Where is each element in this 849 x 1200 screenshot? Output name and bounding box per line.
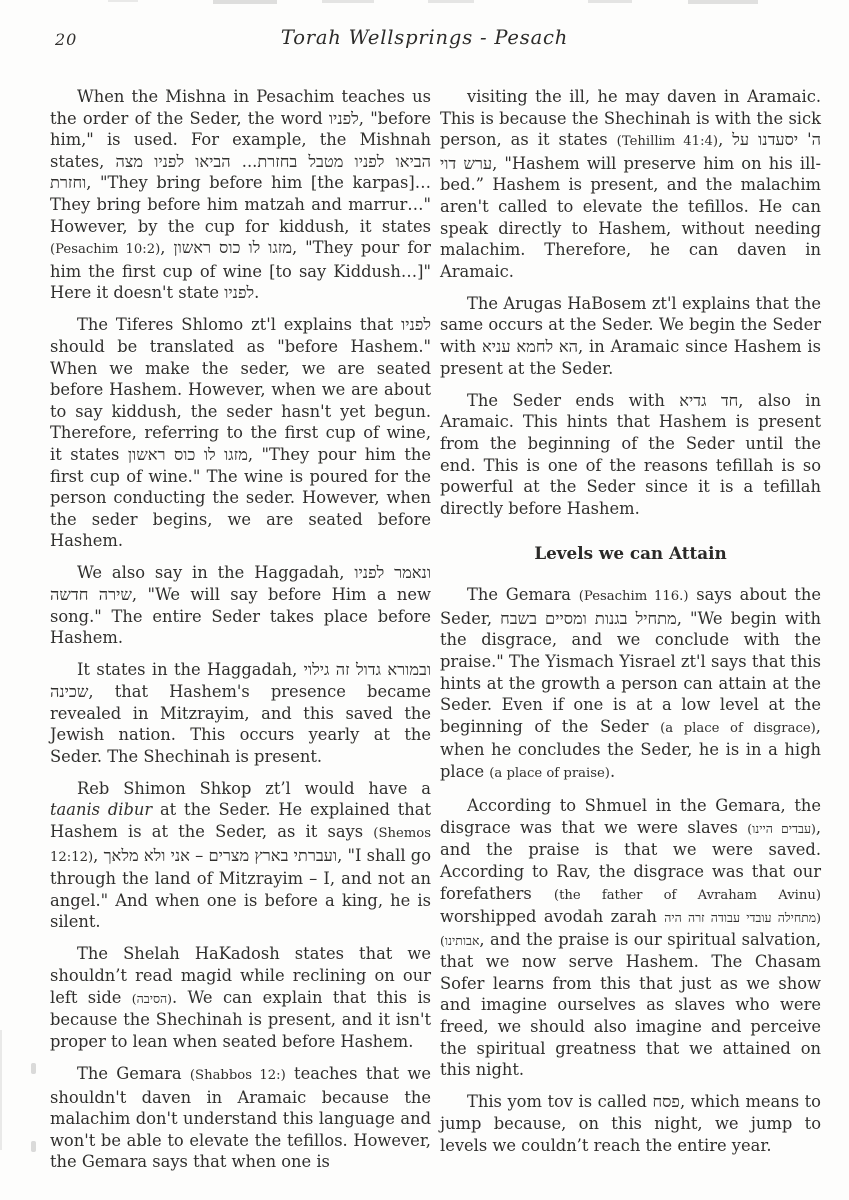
text-run: , when he concludes the Seder, he is in a high place xyxy=(440,716,821,782)
text-run: , "I shall go through the land of Mitzrayim – I, and not an angel." And when one is before a king, he is silent. xyxy=(50,845,431,932)
scan-artifact xyxy=(0,1030,2,1150)
right-column xyxy=(440,86,821,1173)
scan-artifact xyxy=(428,0,474,3)
text-run: , "Hashem will preserve him on his ill-bed.” Hashem is present, and the malachim aren't called to elevate the tefillos. He can speak directly to Hashem, without needing malachim. Therefore, he can daven in Aramaic. xyxy=(440,153,821,281)
source-reference: (a place of disgrace) xyxy=(660,720,816,736)
scan-artifact xyxy=(322,0,374,3)
text-run: The Gemara xyxy=(467,585,579,605)
text-run: , "They bring before him [the karpas]… They bring before him matzah and marrur…" However, by the cup for kiddush, it states xyxy=(50,173,431,236)
text-run: , xyxy=(160,238,174,258)
source-reference: (Pesachim 10:2) xyxy=(50,242,161,258)
scan-artifact xyxy=(213,0,277,4)
scan-artifact xyxy=(108,0,138,2)
scan-artifact xyxy=(31,1063,36,1074)
paragraph xyxy=(440,390,821,520)
hebrew-text: מזגו לו כוס ראשון xyxy=(127,445,248,464)
hebrew-text: מזגו לו כוס ראשון xyxy=(173,238,292,258)
text-run: says about the Seder, xyxy=(440,585,822,628)
paragraph xyxy=(50,562,431,648)
hebrew-reference: (הסיבה) xyxy=(131,990,172,1006)
paragraph xyxy=(50,778,431,933)
source-reference: (a place of praise) xyxy=(489,766,610,782)
text-run: teaches that we shouldn't daven in Aramaic because the malachim don't understand this language and won't be able to elevate the tefillos. However, the Gemara says that when one is xyxy=(50,1063,431,1172)
text-run: , "We begin with the disgrace, and we conclude with the praise." The Yismach Yisrael zt'l says that this hints at the growth a person can attain at the Seder. Even if one is at a low level at the beginning of the Seder xyxy=(440,608,821,736)
section-heading: Levels we can Attain xyxy=(534,543,727,564)
text-run: should be translated as "before Hashem." When we make the seder, we are seated before Hashem. However, when we are about to say kiddush, the seder hasn't yet begun. Therefore, referring to the first cup of wine, it states xyxy=(50,337,431,464)
text-run: The Shelah HaKadosh states that we shouldn’t read magid while reclining on our left side xyxy=(50,944,431,1007)
hebrew-text: לפניו xyxy=(328,108,359,128)
scan-artifact xyxy=(31,1141,36,1152)
text-run: The Seder ends with xyxy=(467,390,680,410)
source-reference: (Shemos 12:12) xyxy=(50,826,431,865)
italic-term: taanis dibur xyxy=(50,800,153,820)
text-run: , and the praise is that we were saved. According to Rav, the disgrace was that our forefathers xyxy=(440,817,822,903)
hebrew-text: פסח xyxy=(652,1092,680,1112)
hebrew-text: הא לחמא עניא xyxy=(482,337,579,357)
left-column xyxy=(50,86,431,1173)
text-run: . xyxy=(609,762,616,782)
text-run: Reb Shimon Shkop zt’l would have a xyxy=(77,778,431,798)
source-reference: (Tehillim 41:4) xyxy=(616,134,719,150)
text-run: , in Aramaic since Hashem is present at the Seder. xyxy=(440,337,821,378)
text-run: visiting the ill, he may daven in Aramaic. This is because the Shechinah is with the sick person, as it states xyxy=(440,87,821,150)
paragraph xyxy=(440,1091,821,1156)
source-reference: (the father of Avraham Avinu) xyxy=(553,887,821,903)
paragraph xyxy=(440,86,821,282)
text-run: , "before him," is used. For example, the Mishnah states, xyxy=(50,108,431,171)
text-run: The Tiferes Shlomo zt'l explains that xyxy=(77,315,402,335)
hebrew-text: מתחיל בגנות ומסיים בשבח xyxy=(500,608,677,628)
text-columns xyxy=(50,86,821,1173)
paragraph xyxy=(50,943,431,1052)
hebrew-text: לפניו xyxy=(401,315,431,335)
text-run: , xyxy=(93,845,104,865)
text-run: , "They pour for him the first cup of wine [to say Kiddush…]" Here it doesn't state xyxy=(50,238,431,303)
text-run: , "They pour him the first cup of wine." The wine is poured for the person conducting the seder. However, when the seder begins, we are seated before Hashem. xyxy=(50,445,431,551)
text-run: , xyxy=(718,130,733,150)
hebrew-text: לפניו xyxy=(224,283,255,303)
text-run: It states in the Haggadah, xyxy=(77,660,304,680)
text-run: We also say in the Haggadah, xyxy=(77,563,355,583)
text-run: worshipped avodah zarah xyxy=(440,907,665,927)
hebrew-reference: (מתחילה עובדי עבודה זרה היה אבותינו) xyxy=(440,910,821,948)
paragraph xyxy=(440,293,821,379)
text-run: , that Hashem's presence became revealed in Mitzrayim, and this saved the Jewish nation. This occurs yearly at the Seder. The Shechinah is present. xyxy=(50,681,431,766)
hebrew-text: חד גדיא xyxy=(679,390,739,410)
hebrew-text: הביאו לפניו מטבל בחזרת... הביאו לפניו מצה וחזרת xyxy=(50,151,431,193)
paragraph xyxy=(50,1063,431,1173)
source-reference: (Shabbos 12:) xyxy=(189,1067,286,1083)
text-run: According to Shmuel in the Gemara, the disgrace was that we were slaves xyxy=(440,796,821,837)
paragraph xyxy=(440,795,821,1081)
text-run: at the Seder. He explained that Hashem is at the Seder, as it says xyxy=(50,800,431,841)
page-number: 20 xyxy=(55,30,78,49)
text-run: The Arugas HaBosem zt'l explains that the same occurs at the Seder. We begin the Seder with xyxy=(440,293,821,357)
scan-artifact xyxy=(588,0,632,3)
source-reference: (Pesachim 116.) xyxy=(578,589,689,605)
paragraph xyxy=(50,314,431,552)
text-run: The Gemara xyxy=(77,1063,190,1083)
hebrew-reference: (עבדים היינו) xyxy=(747,820,816,836)
hebrew-text: ונאמר לפניו שירה חדשה xyxy=(50,563,431,605)
text-run: This yom tov is called xyxy=(467,1092,653,1112)
paragraph xyxy=(440,584,821,784)
text-run: , and the praise is our spiritual salvation, that we now serve Hashem. The Chasam Sofer learns from this that just as we show and imagine ourselves as slaves who were freed, we should also imagine and perceive the spiritual greatness that we attained on this night. xyxy=(440,929,821,1080)
hebrew-text: ה' יסעדנו על ערש דוי xyxy=(440,130,822,173)
hebrew-text: ועברתי בארץ מצרים – אני ולא מלאך xyxy=(103,845,338,865)
text-run: , which means to jump because, on this night, we jump to levels we couldn’t reach the entire year. xyxy=(440,1092,821,1155)
text-run: , "We will say before Him a new song." The entire Seder takes place before Hashem. xyxy=(50,585,431,648)
text-run: , also in Aramaic. This hints that Hashem is present from the beginning of the Seder until the end. This is one of the reasons tefillah is so powerful at the Seder since it is a tefillah directly before Hashem. xyxy=(440,390,821,518)
page-title: Torah Wellsprings - Pesach xyxy=(280,26,569,49)
paragraph xyxy=(50,86,431,304)
text-run: . We can explain that this is because the Shechinah is present, and it isn't proper to lean when seated before Hashem. xyxy=(50,987,432,1051)
hebrew-text: ובמורא גדול זה גילוי שכינה xyxy=(50,660,431,701)
text-run: When the Mishna in Pesachim teaches us the order of the Seder, the word xyxy=(50,87,431,128)
scan-artifact xyxy=(688,0,758,4)
text-run: . xyxy=(254,283,260,303)
paragraph xyxy=(50,659,431,767)
